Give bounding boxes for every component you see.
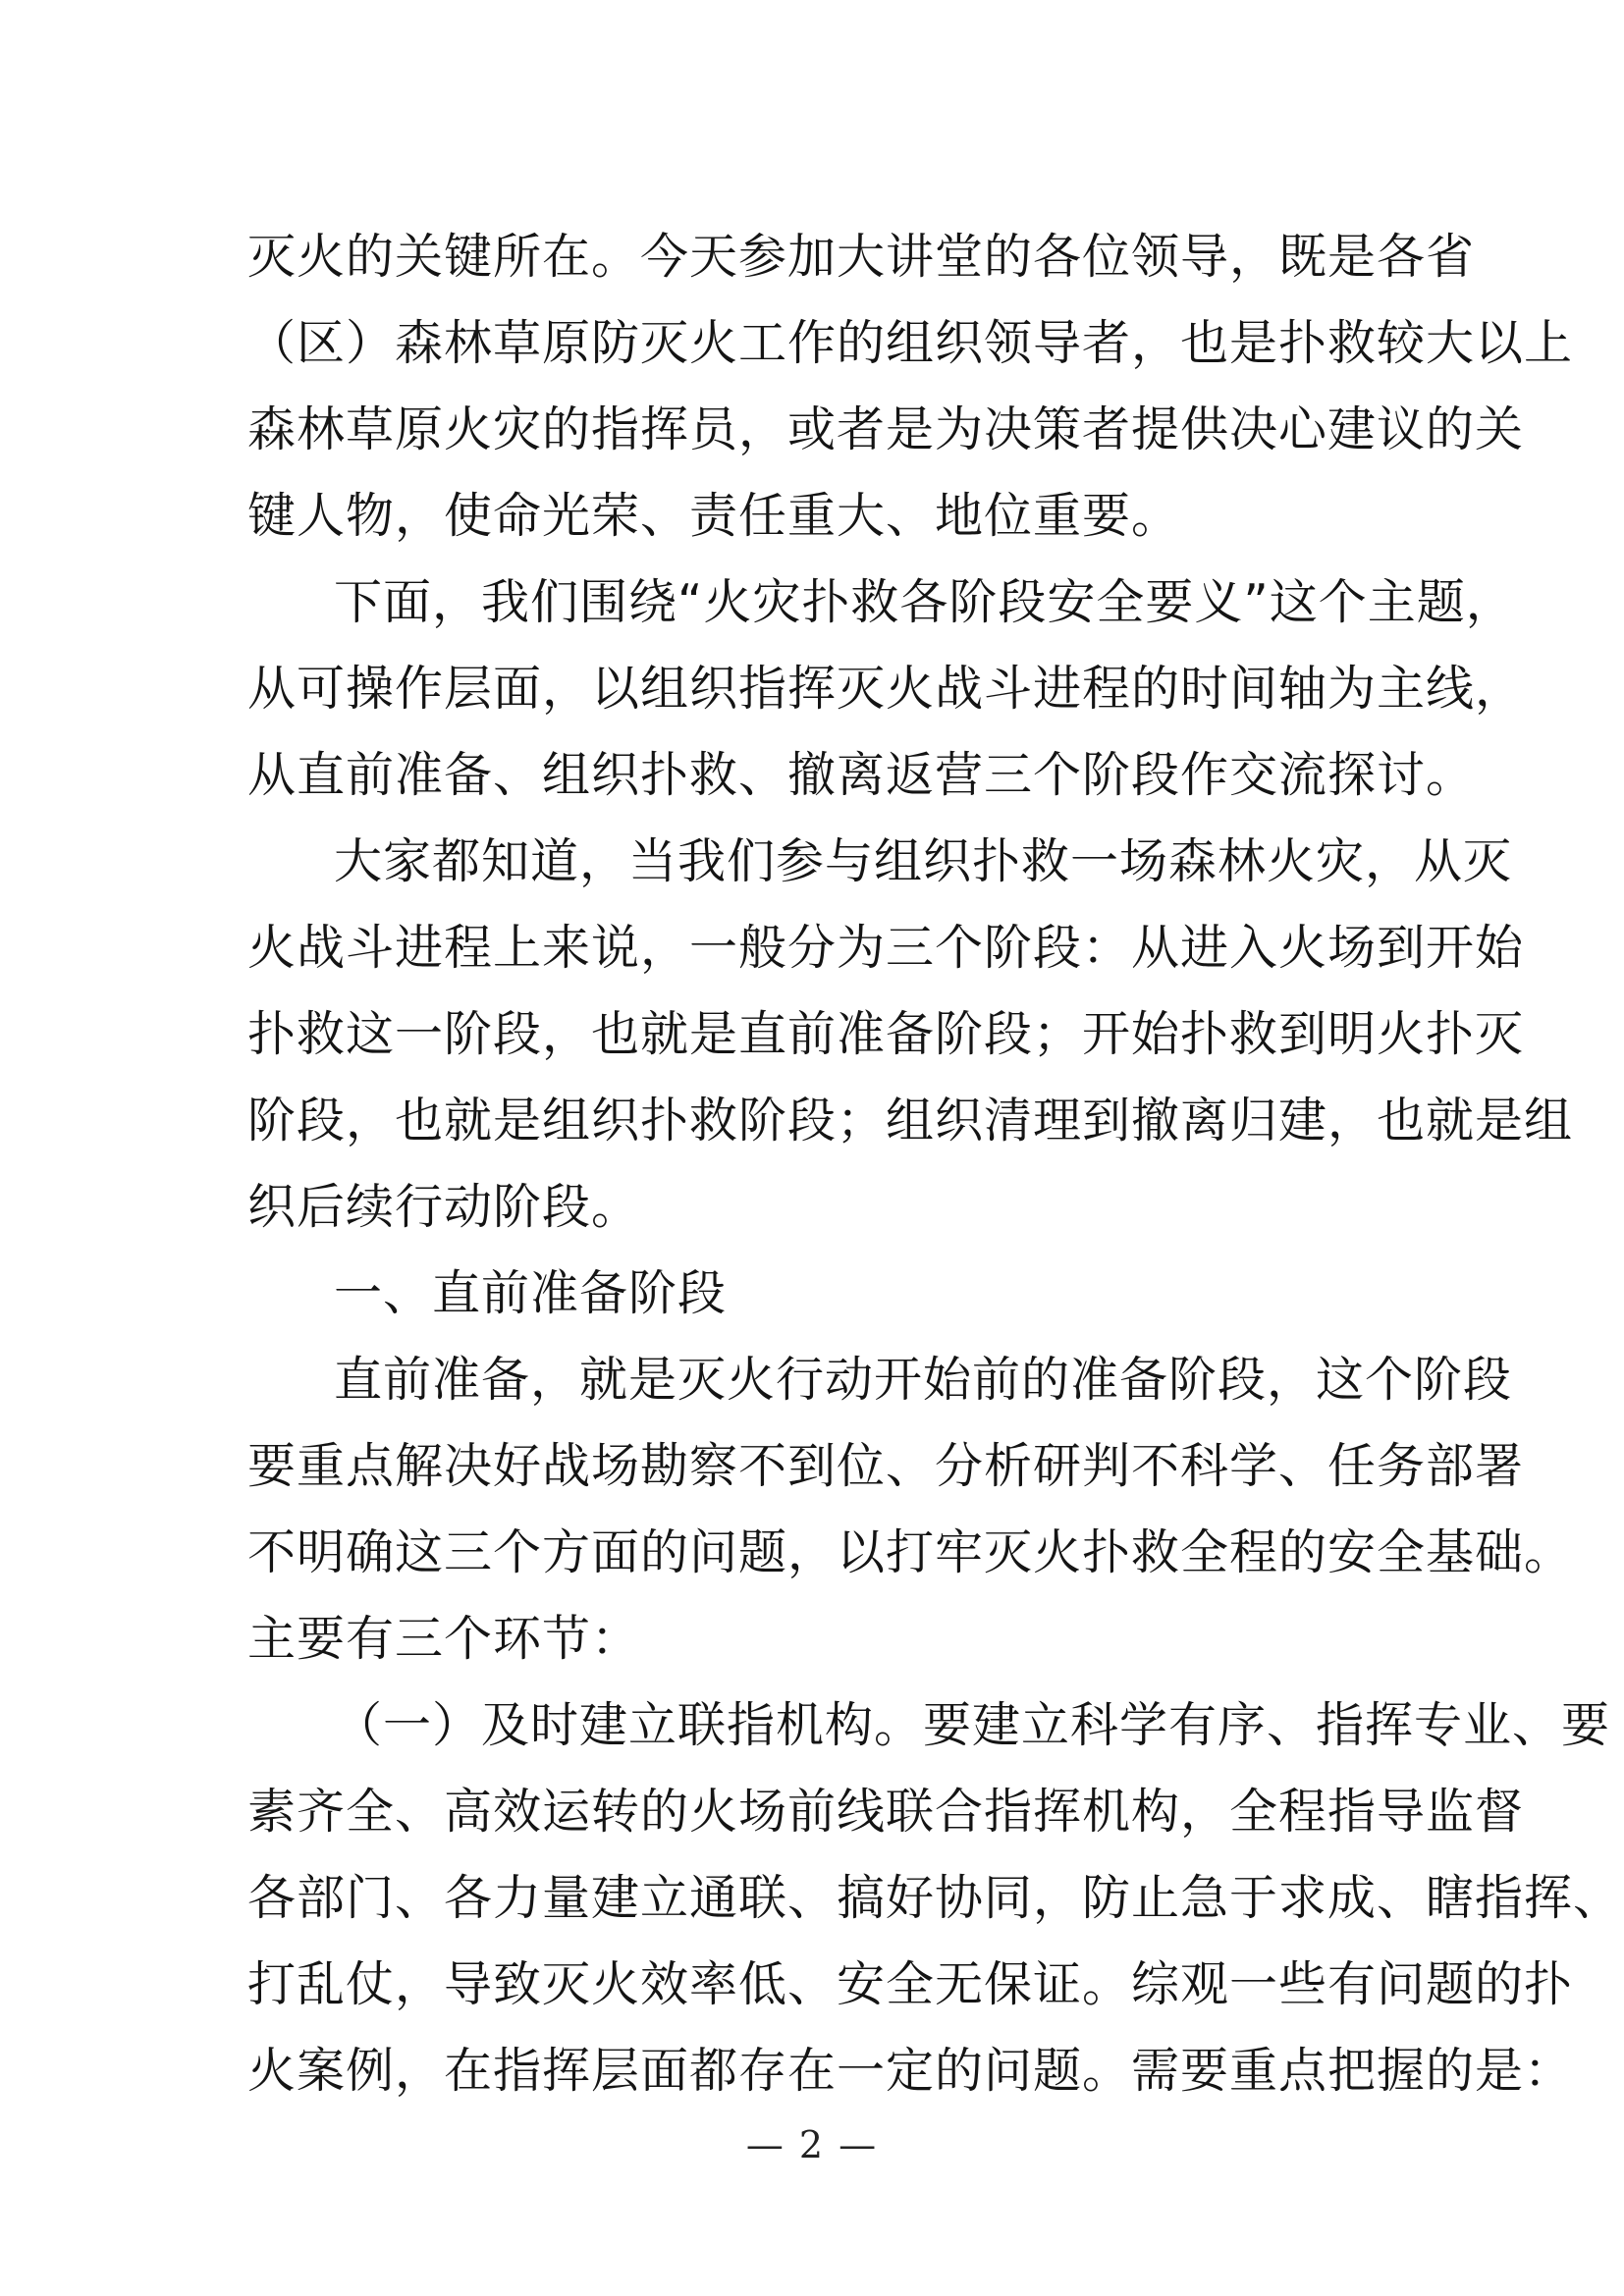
text-line-15: 要重点解决好战场勘察不到位、分析研判不科学、任务部署 — [247, 1438, 1525, 1494]
text-line-12: 织后续行动阶段。 — [247, 1179, 641, 1235]
text-line-21: 打乱仗，导致灭火效率低、安全无保证。综观一些有问题的扑 — [247, 1956, 1574, 2012]
text-line-7: 从直前准备、组织扑救、撤离返营三个阶段作交流探讨。 — [247, 747, 1476, 803]
text-line-1: 灭火的关键所在。今天参加大讲堂的各位领导，既是各省 — [247, 229, 1476, 285]
section-heading: 一、直前准备阶段 — [334, 1265, 728, 1321]
text-line-8: 大家都知道，当我们参与组织扑救一场森林火灾，从灭 — [334, 833, 1513, 889]
text-line-14: 直前准备，就是灭火行动开始前的准备阶段，这个阶段 — [334, 1352, 1513, 1408]
text-line-16: 不明确这三个方面的问题，以打牢灭火扑救全程的安全基础。 — [247, 1524, 1574, 1580]
text-line-18: （一）及时建立联指机构。要建立科学有序、指挥专业、要 — [334, 1697, 1611, 1753]
text-line-17: 主要有三个环节： — [247, 1611, 641, 1667]
text-line-20: 各部门、各力量建立通联、搞好协同，防止急于求成、瞎指挥、 — [247, 1870, 1623, 1926]
text-line-2: （区）森林草原防灭火工作的组织领导者，也是扑救较大以上 — [247, 315, 1574, 371]
page-number: — 2 — — [745, 2123, 879, 2166]
text-line-5: 下面，我们围绕“火灾扑救各阶段安全要义”这个主题， — [334, 574, 1515, 630]
text-line-10: 扑救这一阶段，也就是直前准备阶段；开始扑救到明火扑灭 — [247, 1006, 1525, 1062]
text-line-11: 阶段，也就是组织扑救阶段；组织清理到撤离归建，也就是组 — [247, 1093, 1574, 1148]
text-line-19: 素齐全、高效运转的火场前线联合指挥机构，全程指导监督 — [247, 1784, 1525, 1840]
text-line-3: 森林草原火灾的指挥员，或者是为决策者提供决心建议的关 — [247, 401, 1525, 457]
text-line-9: 火战斗进程上来说，一般分为三个阶段：从进入火场到开始 — [247, 920, 1525, 976]
text-line-4: 键人物，使命光荣、责任重大、地位重要。 — [247, 488, 1181, 544]
text-line-22: 火案例，在指挥层面都存在一定的问题。需要重点把握的是： — [247, 2043, 1574, 2099]
text-line-6: 从可操作层面，以组织指挥灭火战斗进程的时间轴为主线， — [247, 661, 1525, 717]
